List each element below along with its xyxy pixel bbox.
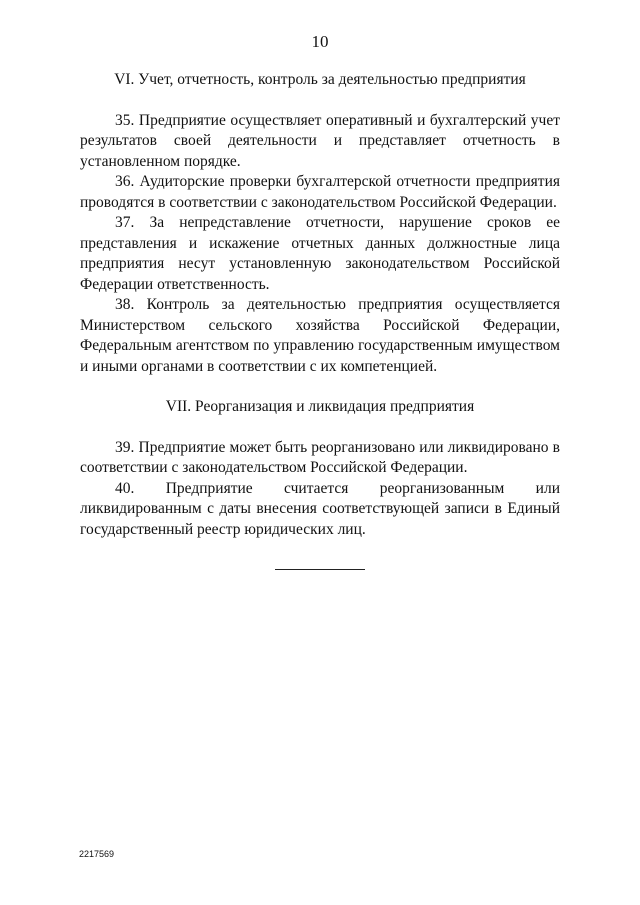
paragraph-37: 37. За непредставление отчетности, нарушение сроков ее представления и искажение отчетных данных должностные лица предприятия несут установленную законодательством Российской Федерации ответственность.: [80, 214, 560, 293]
paragraph-39: 39. Предприятие может быть реорганизовано или ликвидировано в соответствии с законодательством Российской Федерации.: [80, 438, 560, 476]
paragraph-40: 40. Предприятие считается реорганизованным или ликвидированным с даты внесения соответствующей записи в Единый государственный реестр юридических лиц.: [80, 479, 560, 538]
paragraph-35: 35. Предприятие осуществляет оперативный и бухгалтерский учет результатов своей деятельности и представляет отчетность в установленном порядке.: [80, 111, 560, 170]
section-title-vii: VII. Реорганизация и ликвидация предприятия: [165, 398, 475, 415]
page-number: 10: [311, 32, 329, 51]
end-separator-line: [275, 569, 365, 570]
paragraph-36: 36. Аудиторские проверки бухгалтерской отчетности предприятия проводятся в соответствии с законодательством Российской Федерации.: [80, 173, 560, 211]
section-title-vi: VI. Учет, отчетность, контроль за деятельностью предприятия: [114, 71, 526, 88]
paragraph-38: 38. Контроль за деятельностью предприятия осуществляется Министерством сельского хозяйства Российской Федерации, Федеральным агентством по управлению государственным имуществом и иными органами в соответствии с их компетенцией.: [80, 296, 560, 375]
document-code: 2217569: [79, 849, 115, 859]
document-body: [80, 70, 560, 540]
